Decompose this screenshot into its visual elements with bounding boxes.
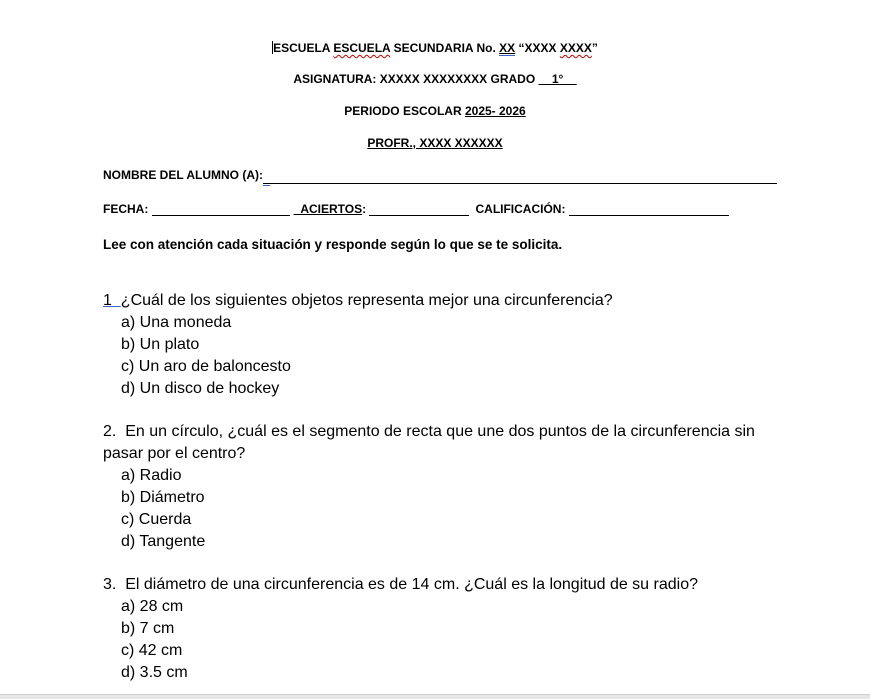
option-b: b) 7 cm	[121, 620, 175, 637]
school-name-b: XXXX	[559, 41, 592, 55]
student-name-row	[103, 168, 777, 184]
date-score-row: FECHA: _ACIERTOS: CALIFICACIÓN:	[103, 202, 729, 216]
school-number: XX	[499, 41, 516, 55]
period-value: 2025- 2026	[464, 104, 526, 118]
grade-value: __1°__	[538, 72, 577, 86]
question-1	[103, 290, 793, 400]
school-mid: SECUNDARIA No.	[390, 41, 500, 55]
school-period-line	[0, 104, 870, 118]
date-field[interactable]	[152, 203, 290, 216]
hits-field[interactable]	[369, 203, 469, 216]
option-a: a) 28 cm	[121, 598, 184, 615]
option-a: a) Una moneda	[121, 314, 232, 331]
student-name-label: NOMBRE DEL ALUMNO (A):	[103, 168, 263, 182]
question-3	[103, 574, 793, 684]
grade-field[interactable]	[569, 203, 729, 216]
question-stem: 1 ¿Cuál de los siguientes objetos representa mejor una circunferencia?	[103, 292, 613, 309]
option-c: c) 42 cm	[121, 642, 183, 659]
question-number: 3.	[103, 576, 117, 593]
instructions: Lee con atención cada situación y responde según lo que se te solicita.	[103, 237, 563, 252]
option-a: a) Radio	[121, 467, 182, 484]
option-d: d) Tangente	[121, 533, 206, 550]
page-bottom-edge	[0, 694, 870, 699]
grade-label: CALIFICACIÓN:	[475, 202, 569, 216]
option-c: c) Cuerda	[121, 511, 192, 528]
subject-grade-line	[0, 72, 870, 86]
option-d: d) 3.5 cm	[121, 664, 188, 681]
question-number: 2.	[103, 423, 117, 440]
teacher-name: PROFR., XXXX XXXXXX	[367, 136, 503, 150]
school-word-misspelled: ESCUELA	[333, 41, 391, 55]
option-b: b) Un plato	[121, 336, 200, 353]
question-stem: 3. El diámetro de una circunferencia es de 14 cm. ¿Cuál es la longitud de su radio?	[103, 576, 698, 593]
school-name-c: ”	[591, 41, 598, 55]
student-name-field[interactable]: _	[263, 171, 777, 184]
date-label: FECHA:	[103, 202, 152, 216]
school-name-a: “XXXX	[518, 41, 560, 55]
school-title	[0, 41, 870, 55]
school-prefix: ESCUELA	[273, 41, 334, 55]
question-2	[103, 421, 793, 553]
question-stem: 2. En un círculo, ¿cuál es el segmento de recta que une dos puntos de la circunferencia sin pasar por el centro?	[103, 423, 755, 462]
subject-text: ASIGNATURA: XXXXX XXXXXXXX GRADO	[293, 72, 539, 86]
option-d: d) Un disco de hockey	[121, 380, 280, 397]
period-label: PERIODO ESCOLAR	[344, 104, 465, 118]
option-b: b) Diámetro	[121, 489, 205, 506]
hits-label: _ACIERTOS	[293, 202, 363, 216]
question-number: 1	[103, 292, 112, 309]
option-c: c) Un aro de baloncesto	[121, 358, 291, 375]
